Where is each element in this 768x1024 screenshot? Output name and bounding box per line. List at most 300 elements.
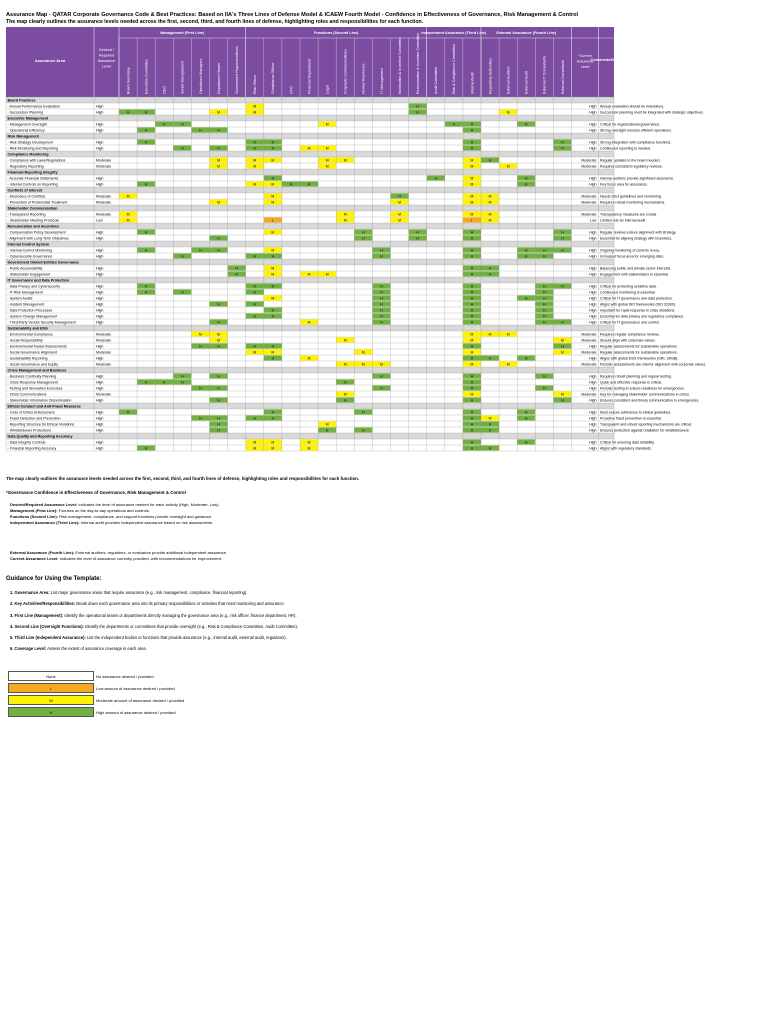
row-note: Aligns with regulatory standards.	[600, 446, 652, 451]
assurance-cell-label: M	[361, 350, 365, 355]
assurance-cell-label: H	[271, 176, 275, 181]
assurance-cell-label: H	[362, 428, 365, 433]
row-label: - Social Governance Alignment	[7, 350, 57, 355]
row-desired: Moderate	[96, 212, 112, 217]
section-band	[6, 403, 614, 409]
header-current: Assurance	[576, 59, 594, 64]
assurance-cell-label: M	[253, 350, 257, 355]
row-label: - Shareholder Meeting Protocols	[7, 218, 60, 223]
assurance-cell-label: M	[343, 158, 347, 163]
assurance-cell-label: M	[488, 212, 492, 217]
assurance-cell-label: H	[362, 236, 365, 241]
row-current: High	[589, 356, 597, 361]
column-header: Human Resources	[361, 63, 366, 94]
assurance-cell-label: M	[470, 392, 474, 397]
assurance-cell-label: H	[199, 416, 202, 421]
row-note: Engagement with stakeholders is essential.	[600, 272, 669, 277]
row-note: Requires regular compliance reviews.	[600, 332, 660, 337]
assurance-cell-label: M	[561, 350, 564, 355]
page-subtitle: The map clearly outlines the assurance levels needed across the first, second, third, and fourth lines of defense, highlighting roles and responsibilities for each function.	[6, 19, 424, 25]
assurance-cell-label: M	[271, 230, 275, 235]
column-header: Senior Management	[180, 60, 185, 94]
assurance-cell-label: H	[253, 344, 256, 349]
assurance-cell-label: M	[325, 164, 329, 169]
assurance-cell-label: H	[144, 446, 148, 451]
assurance-cell-label: H	[470, 140, 474, 145]
assurance-cell-label: M	[506, 362, 510, 367]
section-band	[6, 277, 614, 283]
assurance-cell-label: M	[271, 200, 275, 205]
header-desired: Required	[99, 53, 114, 58]
header-area: Assurance Area	[34, 58, 66, 63]
assurance-cell-label: H	[543, 374, 546, 379]
row-label: - Annual Performance Evaluation	[7, 104, 61, 109]
row-label: - Disclosure of Conflicts	[7, 194, 46, 199]
assurance-cell-label: M	[343, 218, 347, 223]
row-current: Moderate	[581, 392, 597, 397]
row-label: - Internal Control Monitoring	[7, 248, 53, 253]
row-current: Low	[589, 218, 597, 223]
assurance-cell-label: H	[181, 290, 184, 295]
row-label: - Social Responsibility	[7, 338, 43, 343]
row-current: High	[589, 230, 597, 235]
row-note: Important for rapid response in crisis situations.	[600, 308, 676, 313]
section-label: Executive Management	[7, 116, 49, 121]
row-desired: High	[96, 248, 104, 253]
row-desired: High	[96, 302, 104, 307]
assurance-cell-label: M	[470, 332, 474, 337]
assurance-cell-label: M	[506, 332, 510, 337]
assurance-cell-label: H	[525, 248, 528, 253]
row-label: - Crisis Response Management	[7, 380, 58, 385]
assurance-cell-label: H	[217, 320, 220, 325]
row-note: Transparent and robust reporting mechanisms are critical.	[600, 422, 692, 427]
assurance-cell-label: M	[325, 122, 329, 127]
assurance-cell-label: H	[380, 386, 383, 391]
section-label: Conflicts of Interest	[7, 188, 43, 193]
row-note: Requires robust planning and regular testing.	[600, 374, 672, 379]
row-label: - Stakeholder Engagement	[7, 272, 51, 277]
assurance-cell-label: M	[253, 440, 257, 445]
row-desired: Moderate	[96, 158, 112, 163]
section-band	[6, 241, 614, 247]
assurance-cell-label: H	[217, 128, 220, 133]
assurance-cell-label: M	[470, 158, 474, 163]
assurance-cell-label: H	[181, 254, 184, 259]
legend-none	[8, 670, 184, 682]
row-label: - Transparent Reporting	[7, 212, 46, 217]
assurance-cell-label: M	[325, 272, 329, 277]
row-current: Moderate	[581, 194, 597, 199]
section-band	[6, 115, 614, 121]
row-label: - System Change Management	[7, 314, 58, 319]
assurance-cell-label: M	[488, 332, 492, 337]
row-desired: High	[96, 422, 104, 427]
row-note: Succession planning must be integrated with strategic objectives.	[600, 110, 704, 115]
assurance-cell-label: M	[561, 338, 564, 343]
row-desired: High	[96, 104, 104, 109]
assurance-cell-label: M	[253, 182, 257, 187]
assurance-cell-label: H	[470, 374, 474, 379]
row-desired: High	[96, 344, 104, 349]
row-current: Moderate	[581, 158, 597, 163]
row-label: - Risk Monitoring and Reporting	[7, 146, 59, 151]
assurance-cell-label: H	[470, 308, 474, 313]
definition-item: Functions (Second Line): Risk management, compliance, and support functions provide oversight and guidance.	[10, 513, 213, 519]
legend-swatch: M	[8, 695, 94, 705]
row-note: Quick and effective response is critical.	[600, 380, 663, 385]
row-current: High	[589, 122, 597, 127]
confidence-note: *Governance Confidence in Effectiveness of Governance, Risk Management & Control	[6, 490, 186, 495]
row-current: High	[589, 410, 597, 415]
assurance-cell-label: H	[217, 386, 220, 391]
column-header: Government Representatives	[234, 46, 239, 94]
assurance-cell-label: H	[181, 374, 184, 379]
row-note: Proactive fraud prevention is essential.	[600, 416, 662, 421]
section-band	[6, 205, 614, 211]
assurance-cell-label: M	[506, 164, 510, 169]
row-desired: Moderate	[96, 164, 112, 169]
assurance-cell-label: M	[343, 392, 347, 397]
row-desired: Moderate	[96, 362, 112, 367]
assurance-cell-label: H	[543, 290, 546, 295]
assurance-cell-label: L	[271, 218, 274, 223]
row-label: - Internal Controls on Reporting	[7, 182, 58, 187]
guide-item: 2. Key Activities/Responsibilities: Break down each governance area into its primary responsibilities or activities that need monitoring and assurance.	[10, 601, 285, 607]
assurance-cell-label: H	[181, 122, 184, 127]
row-current: High	[589, 182, 597, 187]
assurance-cell-label: H	[470, 266, 474, 271]
assurance-cell-label: M	[307, 446, 311, 451]
legend	[8, 670, 184, 718]
assurance-cell-label: M	[126, 218, 130, 223]
legend-label: No assurance desired / provided	[96, 673, 154, 679]
row-desired: High	[96, 290, 104, 295]
row-current: High	[589, 254, 597, 259]
assurance-cell-label: M	[325, 422, 329, 427]
row-label: - Regulatory Reporting	[7, 164, 44, 169]
assurance-cell-label: H	[561, 248, 564, 253]
definitions	[10, 502, 220, 526]
row-note: Critical for ensuring data reliability.	[600, 440, 655, 445]
row-note: Continuous reporting is needed.	[600, 146, 651, 151]
assurance-cell-label: H	[470, 296, 474, 301]
assurance-cell-label: H	[126, 410, 130, 415]
row-label: - Succession Planning	[7, 110, 44, 115]
row-note: Ensures protection against retaliation for whistleblowers.	[600, 428, 690, 433]
assurance-cell-label: H	[488, 356, 492, 361]
assurance-cell-label: H	[181, 380, 184, 385]
row-label: - Accurate Financial Statements	[7, 176, 59, 181]
assurance-cell-label: H	[561, 344, 564, 349]
assurance-cell-label: M	[217, 200, 220, 205]
assurance-cell-label: H	[344, 380, 347, 385]
assurance-cell-label: H	[416, 236, 419, 241]
assurance-cell-label: H	[543, 314, 546, 319]
assurance-cell-label: M	[217, 164, 220, 169]
assurance-cell-label: M	[488, 218, 492, 223]
assurance-cell-label: H	[561, 320, 564, 325]
assurance-cell-label: H	[470, 272, 474, 277]
assurance-cell-label: M	[343, 338, 347, 343]
assurance-cell-label: H	[144, 110, 148, 115]
row-note: Aligns with global ISO frameworks (ISO 31000).	[600, 302, 677, 307]
assurance-cell-label: H	[253, 140, 256, 145]
row-desired: High	[96, 110, 104, 115]
assurance-cell-label: H	[271, 410, 275, 415]
assurance-cell-label: M	[470, 200, 474, 205]
row-label: - Compensation Policy Development	[7, 230, 66, 235]
assurance-cell-label: H	[380, 248, 383, 253]
assurance-cell-label: H	[253, 314, 256, 319]
guide-item: 3. First Line (Management): Identify the operational teams or departments directly managing the governance area (e.g., risk officer, finance department, HR).	[10, 612, 297, 618]
row-label: - Sustainability Reporting	[7, 356, 48, 361]
row-current: High	[589, 176, 597, 181]
assurance-cell-label: H	[144, 290, 148, 295]
row-current: High	[589, 344, 597, 349]
assurance-cell-label: H	[253, 146, 256, 151]
assurance-cell-label: H	[543, 320, 546, 325]
row-current: High	[589, 284, 597, 289]
section-band	[6, 133, 614, 139]
row-label: - Financial Reporting Accuracy	[7, 446, 57, 451]
assurance-cell-label: M	[470, 182, 474, 187]
assurance-cell-label: M	[271, 272, 275, 277]
section-band	[6, 97, 614, 103]
assurance-cell-label: H	[416, 110, 419, 115]
assurance-cell-label: H	[470, 230, 474, 235]
assurance-cell-label: H	[144, 284, 148, 289]
assurance-cell-label: M	[271, 446, 275, 451]
assurance-cell-label: H	[271, 416, 275, 421]
assurance-cell-label: H	[416, 104, 419, 109]
section-label: Internal Control System	[7, 242, 50, 247]
row-current: High	[589, 146, 597, 151]
row-note: Regular assessments for sustainable operations.	[600, 344, 678, 349]
assurance-cell-label: H	[144, 230, 148, 235]
assurance-cell-label: H	[525, 254, 528, 259]
assurance-cell-label: H	[561, 284, 564, 289]
group-header: External Assurance (Fourth Line)	[496, 31, 557, 35]
legend-swatch: H	[8, 707, 94, 717]
row-current: High	[589, 296, 597, 301]
row-note: Should align with corporate values.	[600, 338, 656, 343]
assurance-cell-label: H	[543, 302, 546, 307]
assurance-cell-label: H	[470, 302, 474, 307]
legend-swatch: None	[8, 671, 94, 681]
assurance-cell-label: H	[271, 140, 275, 145]
assurance-cell-label: H	[199, 386, 202, 391]
assurance-cell-label: M	[253, 446, 257, 451]
row-label: - Environmental Compliance	[7, 332, 53, 337]
assurance-cell-label: H	[543, 254, 546, 259]
matrix-svg	[6, 27, 707, 452]
column-header: Internal Audit	[470, 72, 475, 94]
section-label: Sustainability and ESG	[7, 326, 48, 331]
row-note: Regular reviews ensure alignment with strategy.	[600, 230, 677, 235]
assurance-cell-label: H	[470, 248, 474, 253]
assurance-cell-label: H	[380, 308, 383, 313]
assurance-cell-label: M	[343, 212, 347, 217]
column-header: External Audit	[524, 71, 529, 94]
row-label: - Alignment with Long-Term Objectives	[7, 236, 69, 241]
assurance-cell-label: M	[253, 158, 257, 163]
assurance-cell-label: H	[344, 398, 347, 403]
assurance-cell-label: H	[362, 230, 365, 235]
column-header: External Auditors	[506, 66, 511, 94]
assurance-cell-label: H	[525, 356, 528, 361]
legend-high	[8, 706, 184, 718]
assurance-cell-label: H	[144, 248, 148, 253]
assurance-cell-label: H	[362, 410, 365, 415]
assurance-cell-label: H	[525, 296, 528, 301]
section-band	[6, 223, 614, 229]
assurance-cell-label: H	[398, 194, 401, 199]
row-current: High	[589, 446, 597, 451]
assurance-cell-label: H	[235, 272, 238, 277]
row-note: Regular assessments for sustainable operations.	[600, 350, 678, 355]
assurance-cell-label: H	[470, 146, 474, 151]
assurance-cell-label: H	[380, 290, 383, 295]
assurance-cell-label: H	[271, 356, 275, 361]
guide-item: 6. Coverage Level: Assess the extent of assurance coverage in each area.	[10, 646, 147, 652]
row-desired: High	[96, 176, 104, 181]
section-band	[6, 367, 614, 373]
row-desired: High	[96, 296, 104, 301]
row-desired: High	[96, 284, 104, 289]
assurance-cell-label: M	[307, 320, 311, 325]
assurance-cell-label: H	[470, 386, 474, 391]
row-label: - Stakeholder Information Dissemination	[7, 398, 72, 403]
assurance-cell-label: H	[488, 266, 492, 271]
column-header: Board Secretary	[126, 67, 131, 94]
header-desired: Desired /	[99, 48, 114, 52]
assurance-cell-label: H	[144, 182, 148, 187]
row-label: - Risk Strategy Development	[7, 140, 54, 145]
guide-list	[10, 590, 298, 658]
definition-item: Independent Assurance (Third Line): Internal audit provides independent assurance based on risk assessments.	[10, 519, 214, 525]
assurance-cell-label: H	[307, 182, 311, 187]
assurance-cell-label: H	[217, 302, 220, 307]
row-note: Critical for IT governance and control.	[600, 320, 660, 325]
assurance-cell-label: M	[361, 362, 365, 367]
section-label: IT Governance and Data Protection	[7, 278, 69, 283]
definition-item: Management (First Line): Focuses on the day-to-day operations and controls.	[10, 507, 150, 513]
assurance-cell-label: H	[235, 266, 238, 271]
header-current: *Current	[578, 54, 592, 58]
assurance-cell-label: M	[470, 164, 474, 169]
row-desired: High	[96, 128, 104, 133]
assurance-cell-label: H	[253, 302, 256, 307]
row-desired: High	[96, 320, 104, 325]
assurance-cell-label: H	[470, 356, 474, 361]
assurance-cell-label: H	[470, 122, 474, 127]
assurance-cell-label: M	[325, 158, 329, 163]
assurance-cell-label: H	[470, 236, 474, 241]
assurance-cell-label: H	[561, 140, 564, 145]
row-note: Requires robust monitoring mechanisms.	[600, 200, 666, 205]
assurance-cell-label: H	[561, 236, 564, 241]
row-label: - IT Risk Management	[7, 290, 43, 295]
assurance-cell-label: M	[470, 212, 474, 217]
section-band	[6, 151, 614, 157]
row-desired: High	[96, 410, 104, 415]
assurance-cell-label: H	[271, 314, 275, 319]
assurance-cell-label: M	[217, 338, 220, 343]
header-desired: Assurance	[97, 59, 116, 63]
assurance-cell-label: M	[217, 332, 220, 337]
assurance-cell-label: H	[470, 344, 474, 349]
row-desired: High	[96, 140, 104, 145]
row-desired: High	[96, 386, 104, 391]
assurance-cell-label: M	[561, 392, 564, 397]
header-current: Level	[580, 65, 590, 69]
column-header: Regulatory Authorities	[488, 57, 493, 94]
assurance-cell-label: H	[380, 314, 383, 319]
row-label: - Prevention of Preferential Treatment	[7, 200, 68, 205]
definition-item: Desired/Required Assurance Level: Indicates the level of assurance needed for each activity (High, Moderate, Low).	[10, 502, 220, 507]
assurance-cell-label: H	[380, 254, 383, 259]
row-label: - Cybersecurity Governance	[7, 254, 53, 259]
section-label: Compliance Monitoring	[7, 152, 49, 157]
assurance-cell-label: H	[217, 344, 220, 349]
assurance-cell-label: H	[525, 122, 528, 127]
assurance-cell-label: M	[506, 110, 510, 115]
assurance-cell-label: M	[488, 416, 492, 421]
assurance-cell-label: H	[470, 416, 474, 421]
section-label: Data Quality and Reporting Accuracy	[7, 434, 73, 439]
row-note: Internal auditors provide significant assurance.	[600, 176, 675, 181]
row-desired: High	[96, 254, 104, 259]
assurance-cell-label: M	[307, 146, 311, 151]
row-current: High	[589, 440, 597, 445]
assurance-cell-label: H	[217, 248, 220, 253]
assurance-cell-label: H	[271, 308, 275, 313]
column-header: Risk & Compliance Committee	[452, 43, 457, 94]
row-note: Increased focus area for emerging risks.	[600, 254, 665, 259]
row-desired: High	[96, 440, 104, 445]
row-desired: Moderate	[96, 338, 112, 343]
definition-item: Current Assurance Level: Indicates the level of assurance currently provided, with recommendations for improvement.	[10, 555, 222, 561]
row-label: - Testing and Simulation Exercises	[7, 386, 63, 391]
legend-swatch: L	[8, 683, 94, 693]
assurance-cell-label: H	[289, 182, 293, 187]
assurance-cell-label: H	[488, 272, 492, 277]
assurance-cell-label: M	[470, 176, 474, 181]
row-label: - Management Oversight	[7, 122, 48, 127]
row-label: - Data Integrity Controls	[7, 440, 46, 445]
assurance-cell-label: H	[253, 254, 256, 259]
assurance-cell-label: H	[380, 320, 383, 325]
row-desired: High	[96, 446, 104, 451]
row-desired: High	[96, 356, 104, 361]
row-desired: Moderate	[96, 392, 112, 397]
assurance-cell-label: H	[199, 128, 202, 133]
assurance-cell-label: H	[525, 440, 528, 445]
row-note: Aligns with global ESG frameworks (GRI, SASB).	[600, 356, 679, 361]
row-note: Annual evaluation should be mandatory.	[600, 104, 664, 109]
assurance-cell-label: M	[470, 362, 474, 367]
column-header: Compliance Officer	[271, 62, 276, 94]
column-header: IT Management	[379, 68, 384, 94]
map-outline-note: The map clearly outlines the assurance levels needed across the first, second, third, and fourth lines of defense, highlighting roles and responsibilities for each function.	[6, 476, 360, 481]
section-label: Remuneration and Incentives	[7, 224, 59, 229]
assurance-cell-label: H	[470, 422, 474, 427]
row-desired: Moderate	[96, 350, 112, 355]
section-label: Crisis Management and Business	[7, 368, 67, 373]
group-header: Management (First Line)	[160, 31, 205, 35]
row-current: High	[589, 128, 597, 133]
